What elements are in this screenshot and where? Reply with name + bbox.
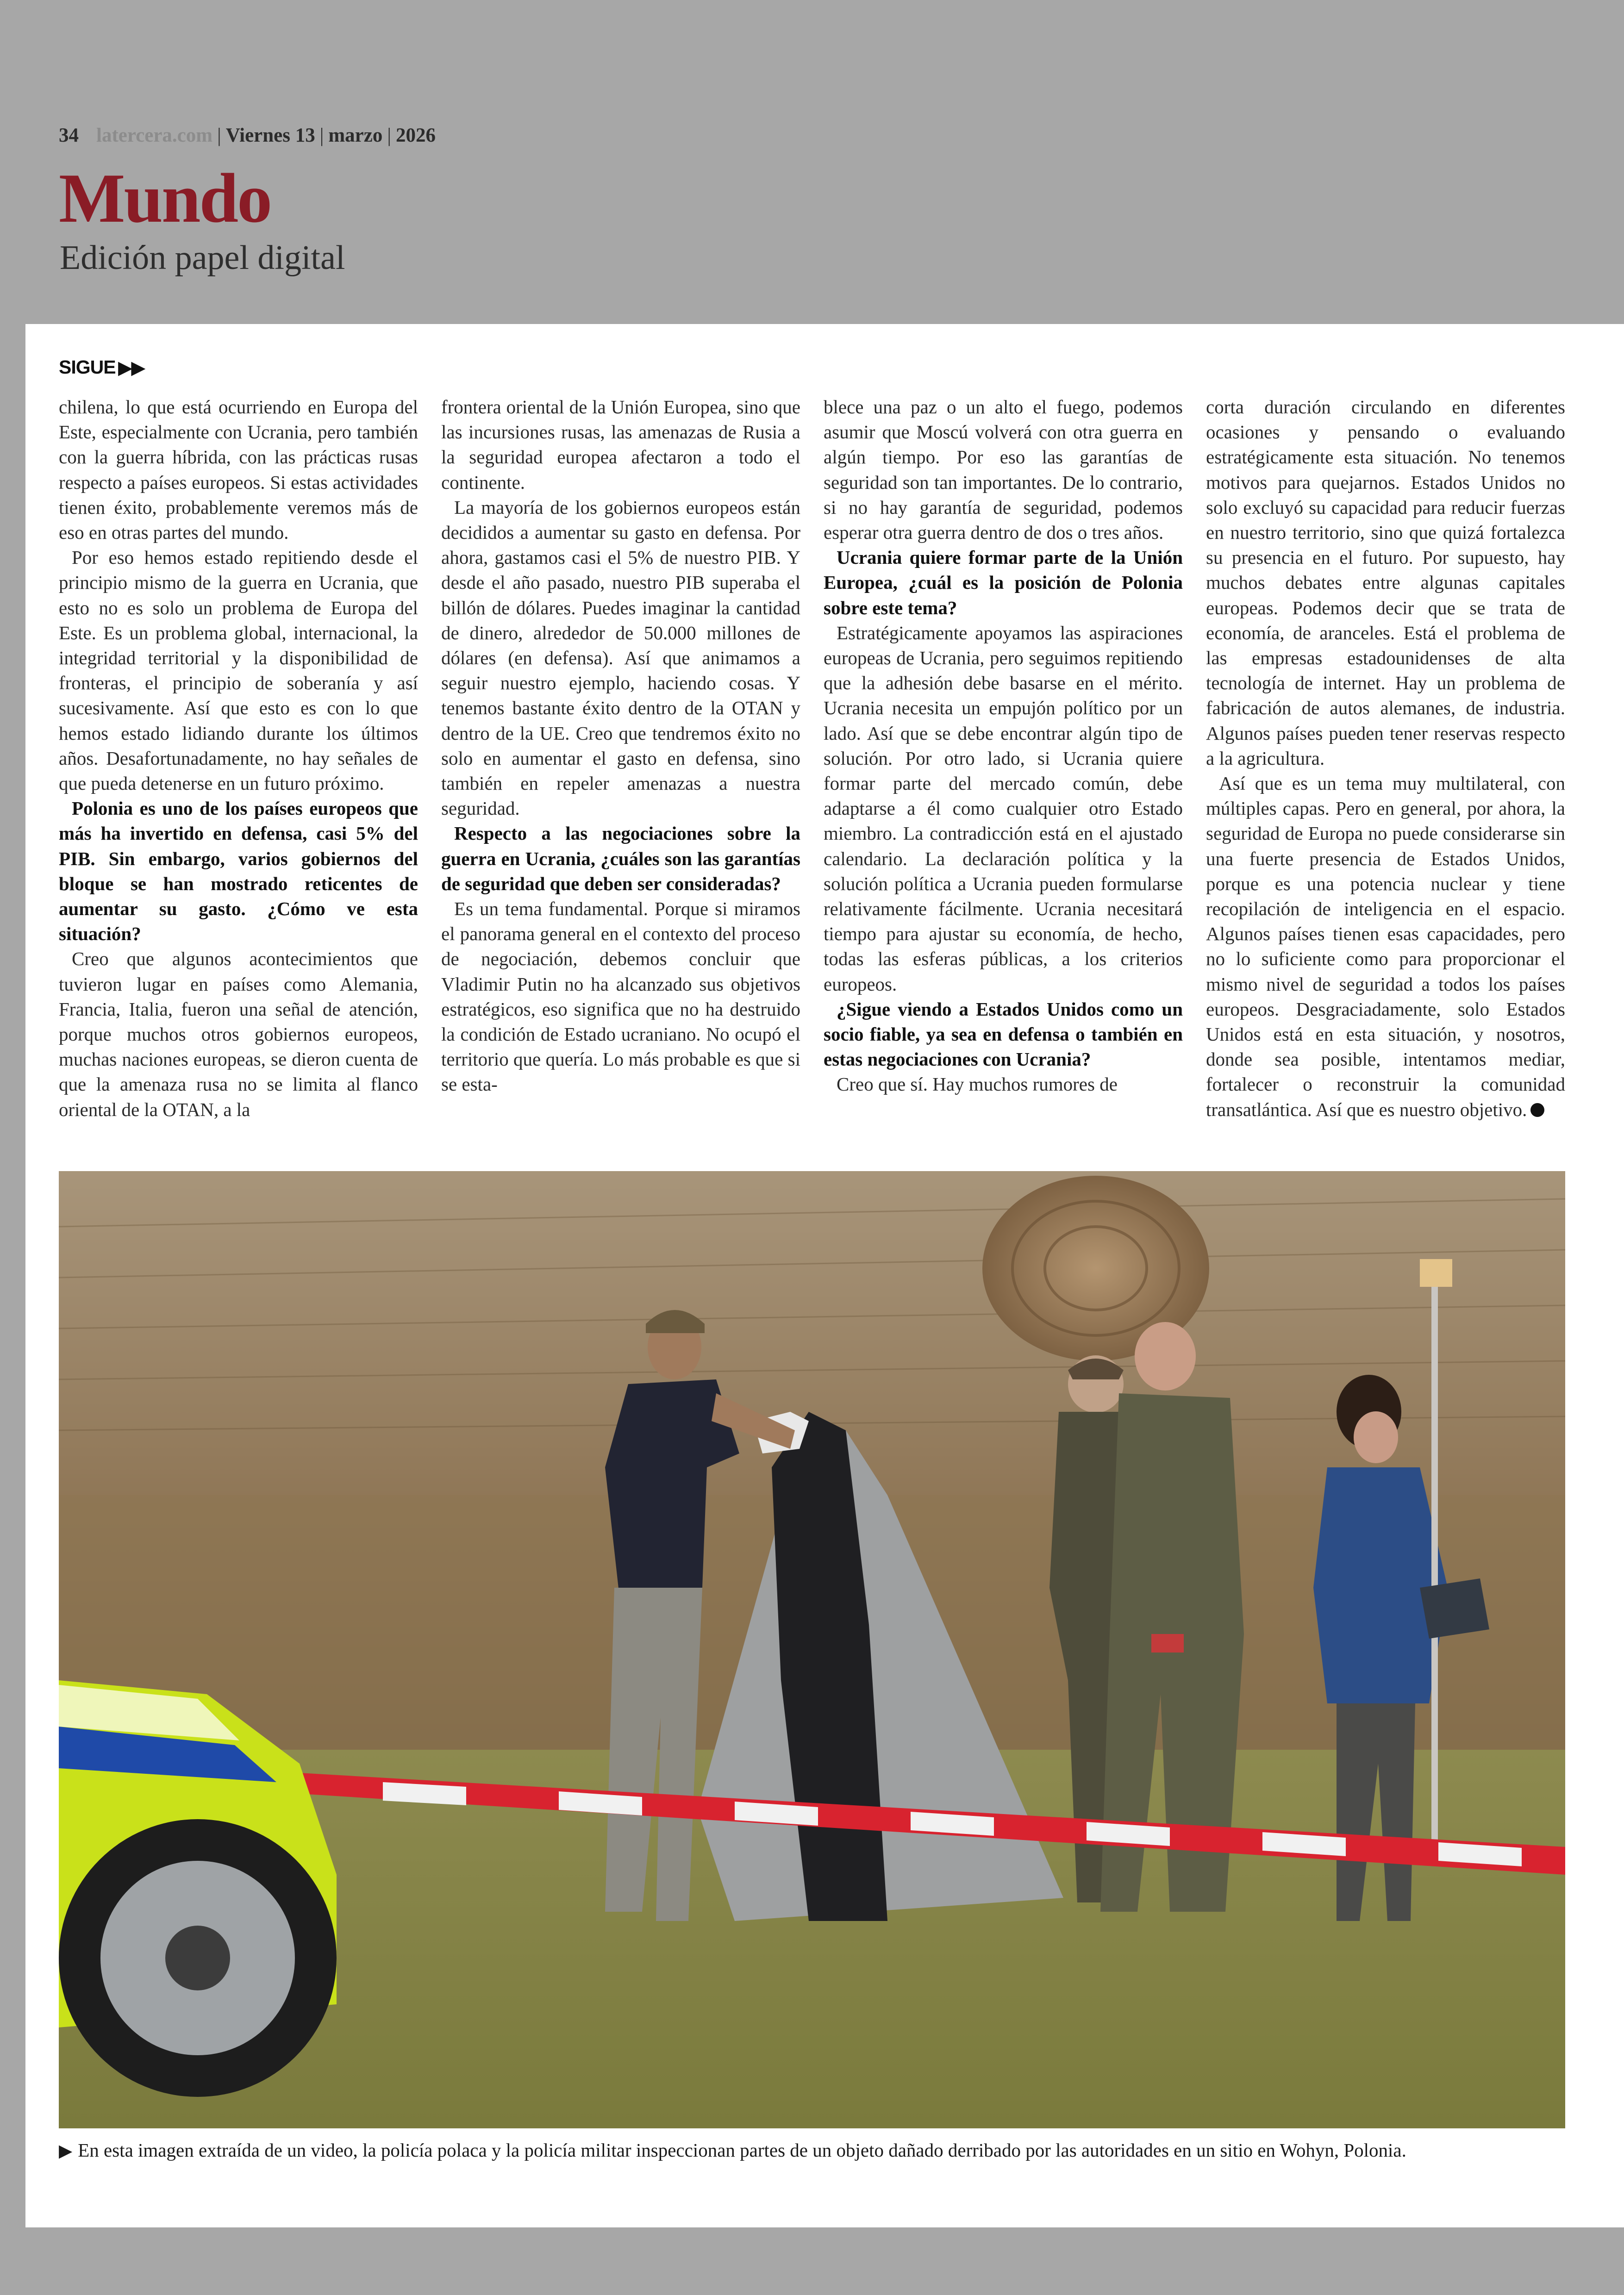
interview-question: Respecto a las negociaciones sobre la guerra en Ucrania, ¿cuáles son las garantías de seguridad que deben ser consideradas? [441,823,800,894]
folio-year: 2026 [395,125,436,146]
folio-separator: | [217,125,221,146]
body-paragraph: Estratégicamente apoyamos las aspiraciones europeas de Ucrania, pero seguimos repitiendo que la adhesión debe basarse en el mérito. Ucrania necesita un empujón político por un lado. Así que se debe encontrar algún tipo de solución. Por otro lado, si Ucrania quiere formar parte del mercado común, debe adaptarse a él como cualquier otro Estado miembro. La contradicción está en el ajustado calendario. La declaración política y la solución política a Ucrania pueden formularse relativamente fácilmente. Ucrania necesitará tiempo para ajustar su economía, de hecho, todas las esferas públicas, a los criterios europeos. [824,622,1183,995]
body-paragraph: blece una paz o un alto el fuego, podemos asumir que Moscú volverá con otra guerra en algún tiempo. Por eso las garantías de seguridad son tan importantes. De lo contrario, si no hay garantía de seguridad, podemos esperar otra guerra dentro de dos o tres años. [824,396,1183,543]
interview-question: ¿Sigue viendo a Estados Unidos como un socio fiable, ya sea en defensa o también en estas negociaciones con Ucrania? [824,998,1183,1070]
article-column-1 [59,394,418,1122]
news-photo [59,1171,1565,2128]
body-paragraph: corta duración circulando en diferentes ocasiones y pensando o evaluando estratégicamente esta situación. No tenemos motivos para quejarnos. Estados Unidos no solo excluyó su capacidad para reducir fuerzas en nuestro territorio, sino que quizá fortalezca su presencia en el futuro. Por supuesto, hay muchos debates entre algunas capitales europeas. Podemos decir que se trata de economía, de aranceles. Está el problema de las empresas estadounidenses de alta tecnología de internet. Hay un problema de fabricación de autos alemanes, de industria. Algunos países pueden tener reservas respecto a la agricultura. [1206,396,1565,769]
page-number: 34 [59,125,79,146]
continuation-label [59,356,144,378]
caption-arrow-icon: ▶ [59,2141,73,2161]
folio-weekday: Viernes 13 [225,125,315,146]
body-paragraph: La mayoría de los gobiernos europeos están decididos a aumentar su gasto en defensa. Por ahora, gastamos casi el 5% de nuestro PIB. Y desde el año pasado, nuestro PIB superaba el billón de dólares. Puedes imaginar la cantidad de dinero, alrededor de 50.000 millones de dólares (en defensa). Así que animamos a seguir nuestro ejemplo, haciendo cosas. Y tenemos bastante éxito dentro de la OTAN y dentro de la UE. Creo que tendremos éxito no solo en aumentar el gasto en defensa, sino también en repeler amenazas a nuestra seguridad. [441,496,800,819]
folio-separator: | [387,125,391,146]
section-title: Mundo [59,159,271,237]
body-paragraph: Es un tema fundamental. Porque si miramos el panorama general en el contexto del proceso de negociación, debemos concluir que Vladimir Putin no ha alcanzado sus objetivos estratégicos, eso significa que no ha destruido la condición de Estado ucraniano. No ocupó el territorio que quería. Lo más probable es que si se esta- [441,898,800,1095]
article-column-2 [441,394,800,1097]
interview-question: Ucrania quiere formar parte de la Unión Europea, ¿cuál es la posición de Polonia sobre este tema? [824,547,1183,618]
article-column-4 [1206,394,1565,1122]
article-columns [59,394,1565,1154]
double-arrow-right-icon: ▶▶ [118,358,145,378]
site-name[interactable]: latercera.com [96,125,213,146]
masthead [59,0,1565,324]
end-mark-icon [1530,1103,1544,1117]
body-paragraph: Por eso hemos estado repitiendo desde el principio mismo de la guerra en Ucrania, que esto no es solo un problema de Europa del Este. Es un problema global, internacional, la integridad territorial y la disponibilidad de fronteras, el principio de soberanía y así sucesivamente. Así que esto es con lo que hemos estado lidiando durante los últimos años. Desafortunadamente, no hay señales de que pueda detenerse en un futuro próximo. [59,547,418,794]
body-paragraph: chilena, lo que está ocurriendo en Europa del Este, especialmente con Ucrania, pero también con la guerra híbrida, con las prácticas rusas respecto a países europeos. Si estas actividades tienen éxito, probablemente veremos más de eso en otras partes del mundo. [59,396,418,543]
interview-question: Polonia es uno de los países europeos que más ha invertido en defensa, casi 5% del PIB. Sin embargo, varios gobiernos del bloque se han mostrado reticentes de aumentar su gasto. ¿Cómo ve esta situación? [59,798,418,945]
folio-month: marzo [328,125,383,146]
body-paragraph: Creo que algunos acontecimientos que tuvieron lugar en países como Alemania, Francia, Italia, fueron una señal de atención, porque muchos otros gobiernos europeos, muchas naciones europeas, se dieron cuenta de que la amenaza rusa no se limita al flanco oriental de la OTAN, a la [59,948,418,1120]
edition-label: Edición papel digital [60,239,345,277]
photo-caption [59,2138,1565,2164]
body-paragraph: Creo que sí. Hay muchos rumores de [837,1073,1118,1095]
body-paragraph: frontera oriental de la Unión Europea, sino que las incursiones rusas, las amenazas de Rusia a la seguridad europea afectaron a todo el continente. [441,396,800,493]
folio-separator: | [319,125,324,146]
body-paragraph: Así que es un tema muy multilateral, con múltiples capas. Pero en general, por ahora, la seguridad de Europa no puede considerarse sin una fuerte presencia de Estados Unidos, porque es una potencia nuclear y tiene recopilación de inteligencia en el espacio. Algunos países tienen esas capacidades, pero no lo suficiente como para proporcionar el mismo nivel de seguridad a todos los países europeos. Desgraciadamente, solo Estados Unidos está en esta situación, y nosotros, donde sea posible, intentamos mediar, fortalecer o reconstruir la comunidad transatlántica. Así que es nuestro objetivo. [1206,773,1565,1120]
article-column-3 [824,394,1183,1097]
caption-text: En esta imagen extraída de un video, la policía polaca y la policía militar inspeccionan partes de un objeto dañado derribado por las autoridades en un sitio en Wohyn, Polonia. [78,2139,1406,2161]
continuation-text: SIGUE [59,356,116,378]
folio-line [59,124,436,147]
newspaper-page [25,324,1624,2227]
